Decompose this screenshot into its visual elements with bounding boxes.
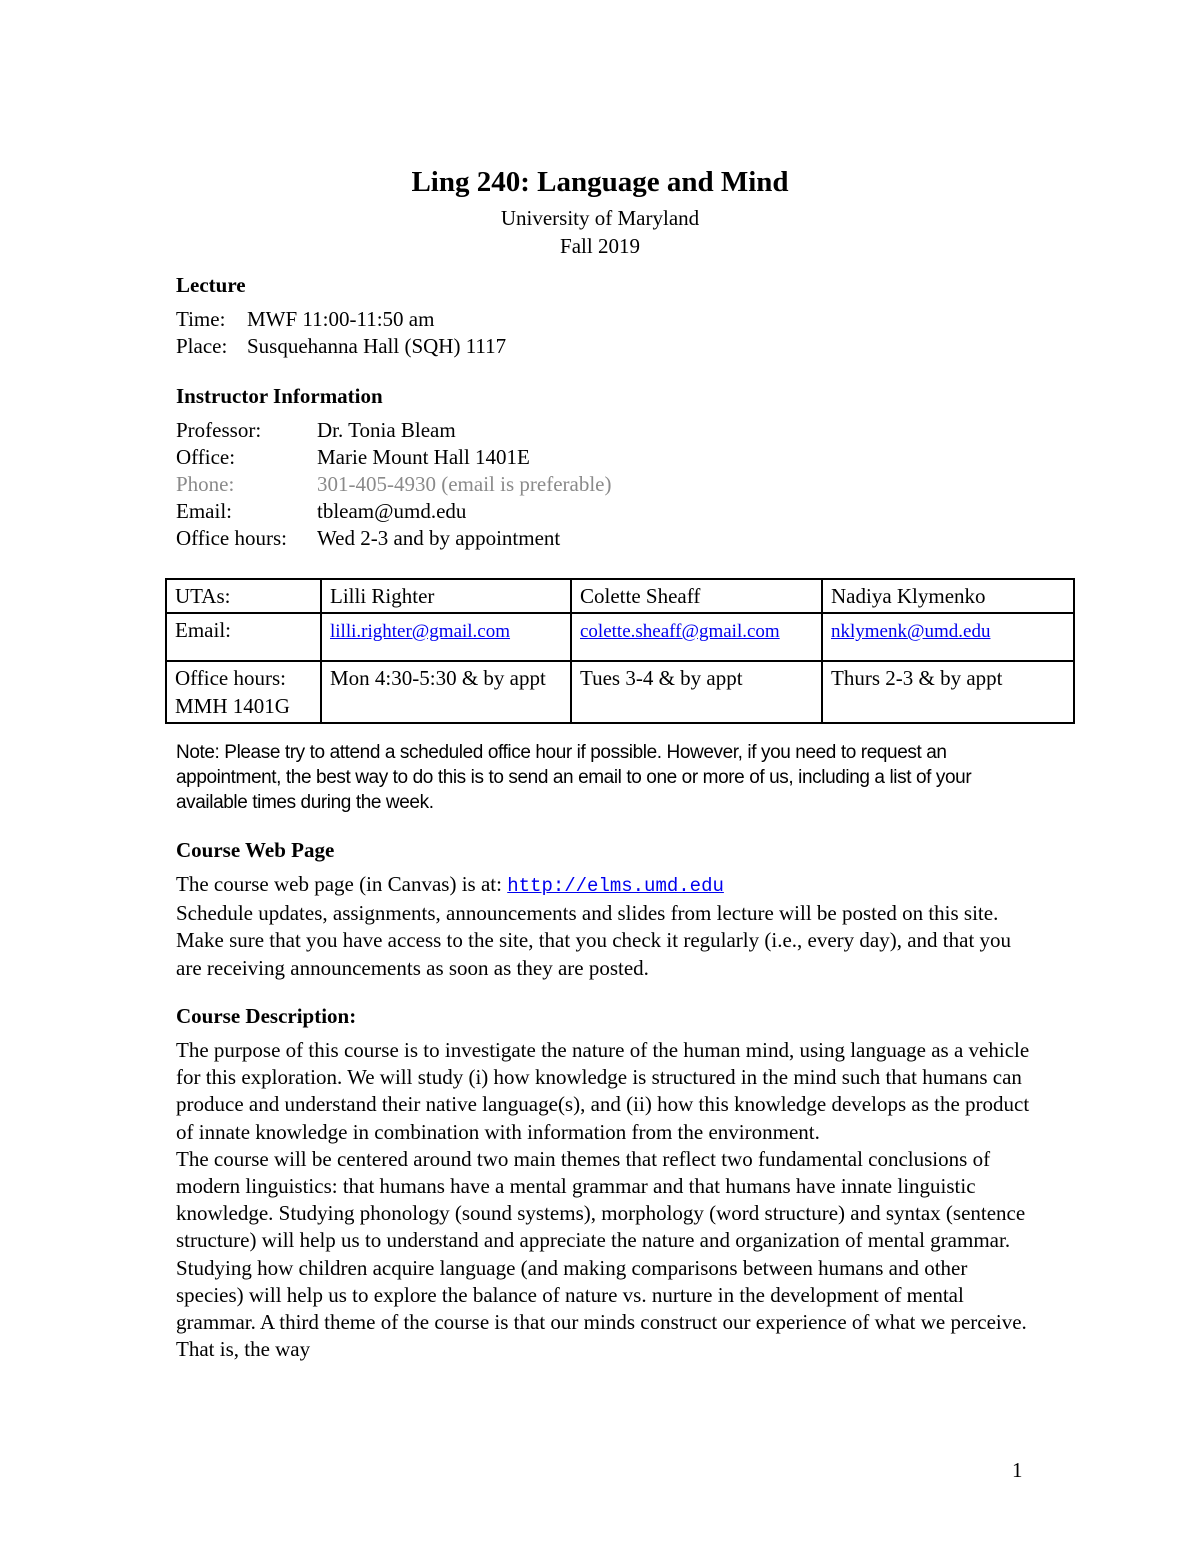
- instructor-label: Professor:: [176, 418, 262, 442]
- lecture-time: [176, 307, 434, 332]
- description-heading: Course Description:: [176, 1004, 357, 1028]
- instructor-value: Marie Mount Hall 1401E: [317, 445, 530, 469]
- table-cell: Mon 4:30-5:30 & by appt: [321, 661, 571, 723]
- table-cell: UTAs:: [166, 579, 321, 613]
- table-cell: Colette Sheaff: [571, 579, 822, 613]
- uta-email-link[interactable]: nklymenk@umd.edu: [831, 621, 991, 642]
- table-cell: Office hours: MMH 1401G: [166, 661, 321, 723]
- university-name: University of Maryland: [500, 206, 700, 230]
- table-cell: [571, 613, 822, 661]
- instructor-value: tbleam@umd.edu: [317, 499, 467, 523]
- lecture-place: [176, 334, 506, 359]
- page-number: 1: [1012, 1458, 1023, 1482]
- instructor-label: Phone:: [176, 472, 235, 496]
- instructor-heading: Instructor Information: [176, 384, 383, 408]
- lecture-time-value: MWF 11:00-11:50 am: [247, 307, 435, 331]
- table-cell: Tues 3-4 & by appt: [571, 661, 822, 723]
- table-row: [166, 661, 1074, 723]
- instructor-value: 301-405-4930 (email is preferable): [317, 472, 612, 496]
- instructor-row: [176, 526, 560, 551]
- table-cell: Thurs 2-3 & by appt: [822, 661, 1074, 723]
- page-title: Ling 240: Language and Mind: [411, 166, 789, 198]
- instructor-row: [176, 472, 611, 497]
- web-page-intro: The course web page (in Canvas) is at:: [176, 872, 508, 896]
- uta-table: [165, 578, 1075, 724]
- uta-email-link[interactable]: colette.sheaff@gmail.com: [580, 621, 780, 642]
- table-cell: Lilli Righter: [321, 579, 571, 613]
- web-page-heading: Course Web Page: [176, 838, 335, 862]
- lecture-place-value: Susquehanna Hall (SQH) 1117: [247, 334, 507, 358]
- instructor-row: [176, 499, 466, 524]
- instructor-value: Wed 2-3 and by appointment: [317, 526, 561, 550]
- table-cell: [822, 613, 1074, 661]
- instructor-label: Email:: [176, 499, 232, 523]
- course-url-link[interactable]: http://elms.umd.edu: [507, 875, 724, 897]
- description-body: [176, 1037, 1036, 1363]
- uta-email-link[interactable]: lilli.righter@gmail.com: [330, 621, 511, 642]
- web-page-section: [176, 871, 1036, 982]
- lecture-time-label: Time:: [176, 307, 226, 331]
- instructor-row: [176, 418, 456, 443]
- term: Fall 2019: [560, 234, 640, 258]
- instructor-label: Office:: [176, 445, 236, 469]
- instructor-value: Dr. Tonia Bleam: [317, 418, 456, 442]
- lecture-place-label: Place:: [176, 334, 228, 358]
- office-hours-note: Note: Please try to attend a scheduled office hour if possible. However, if you need to request an appointment, the best way to do this is to send an email to one or more of us, including a list of your available times during the week.: [176, 742, 972, 813]
- table-cell: Email:: [166, 613, 321, 661]
- table-cell: Nadiya Klymenko: [822, 579, 1074, 613]
- lecture-heading: Lecture: [176, 273, 246, 297]
- web-page-body: Schedule updates, assignments, announcements and slides from lecture will be posted on this site. Make sure that you have access to the site, that you check it regularly (i.e., every day), and that you are receiving announcements as soon as they are posted.: [176, 901, 1012, 980]
- table-cell: [321, 613, 571, 661]
- description-paragraph: The course will be centered around two main themes that reflect two fundamental conclusions of modern linguistics: that humans have a mental grammar and that humans have innate linguistic knowledge. Studying phonology (sound systems), morphology (word structure) and syntax (sentence structure) will help us to understand and appreciate the nature and organization of mental grammar. Studying how children acquire language (and making comparisons between humans and other species) will help us to explore the balance of nature vs. nurture in the development of mental grammar. A third theme of the course is that our minds construct our experience of what we perceive. That is, the way: [176, 1146, 1027, 1362]
- description-paragraph: The purpose of this course is to investigate the nature of the human mind, using language as a vehicle for this exploration. We will study (i) how knowledge is structured in the mind such that humans can produce and understand their native language(s), and (ii) how this knowledge develops as the product of innate knowledge in combination with information from the environment.: [176, 1038, 1030, 1144]
- table-row: [166, 579, 1074, 613]
- table-row: [166, 613, 1074, 661]
- instructor-row: [176, 445, 530, 470]
- instructor-label: Office hours:: [176, 526, 287, 550]
